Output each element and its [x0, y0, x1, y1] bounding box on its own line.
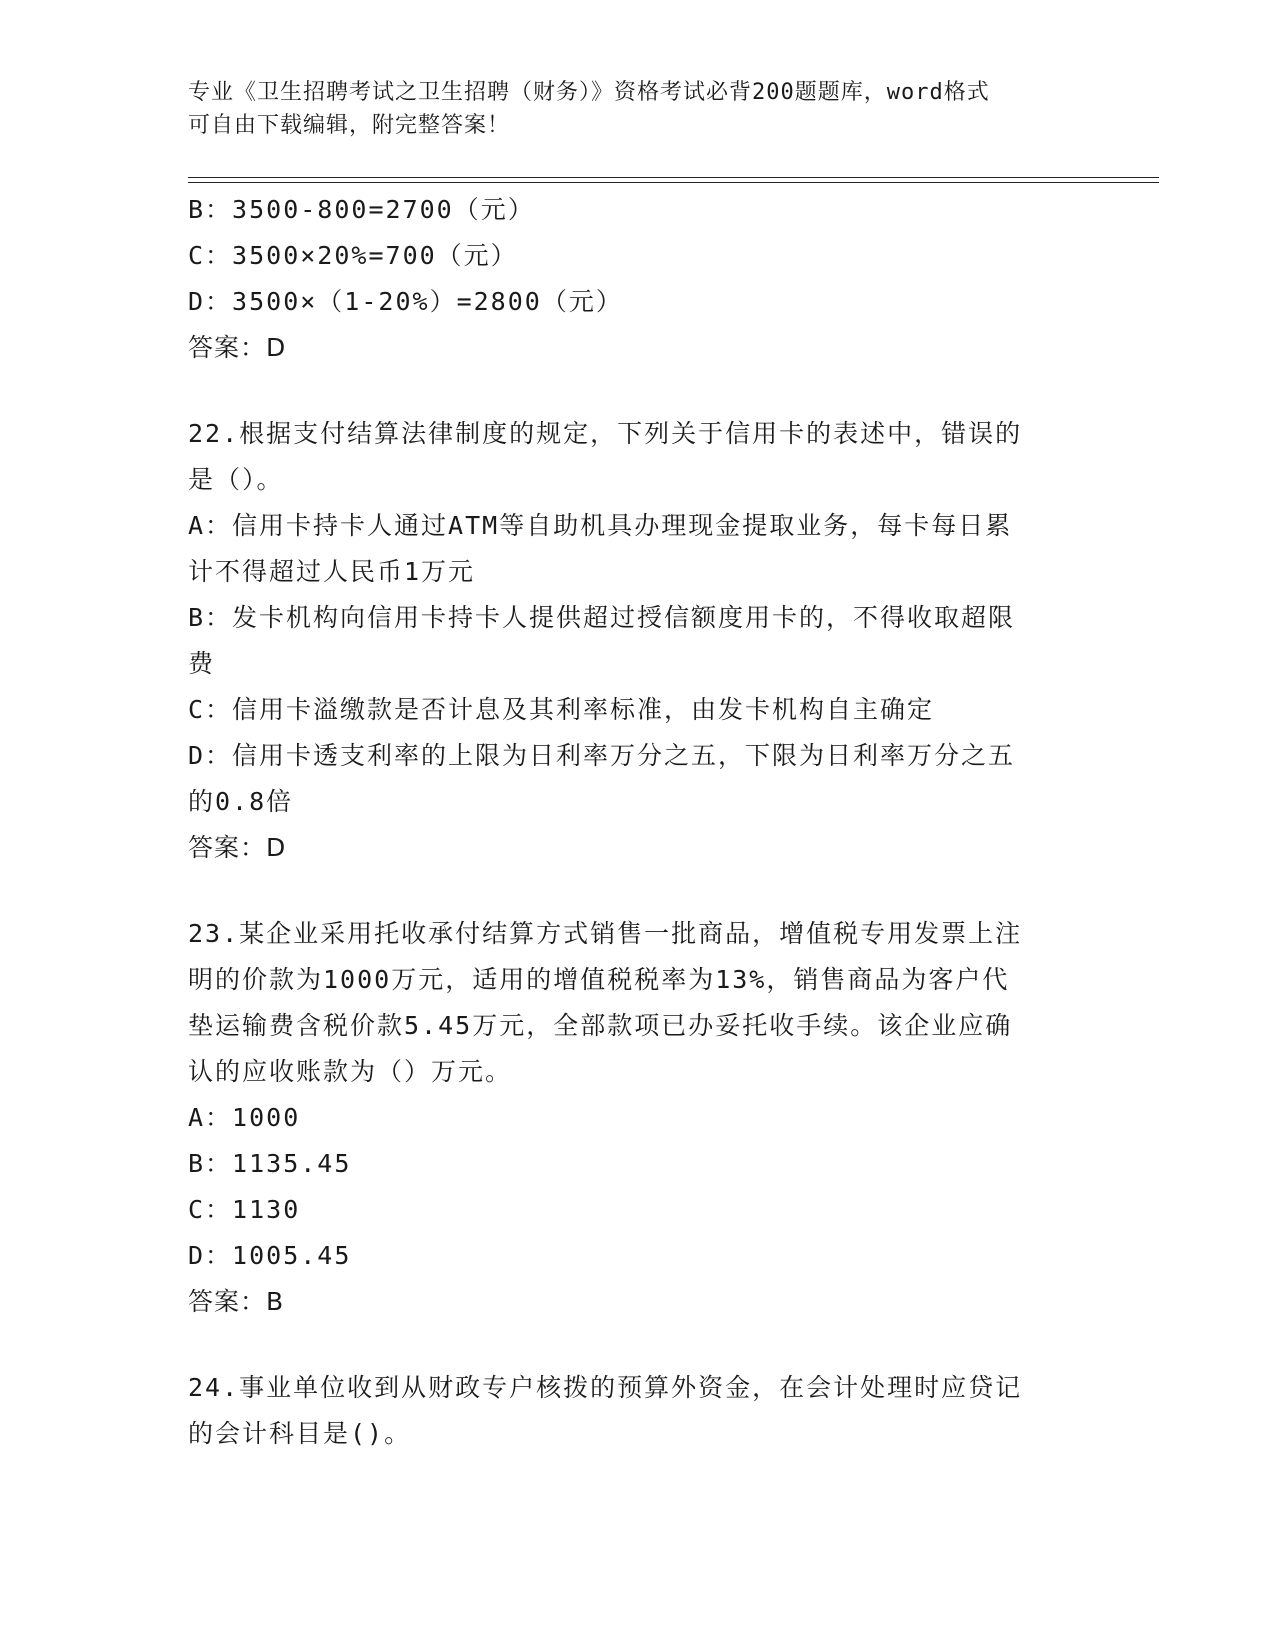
q23-option-a: A：1000 — [188, 1103, 301, 1132]
q21-answer: 答案：D — [188, 333, 287, 362]
q22-answer: 答案：D — [188, 833, 287, 862]
q23-option-b: B：1135.45 — [188, 1149, 352, 1178]
q23-option-d: D：1005.45 — [188, 1241, 352, 1270]
q21-option-c: C：3500×20%=700（元） — [188, 241, 518, 270]
q22-option-b: B：发卡机构向信用卡持卡人提供超过授信额度用卡的，不得收取超限 — [188, 603, 1016, 632]
question-spacer — [188, 871, 1088, 911]
header-divider — [188, 182, 1159, 183]
question-spacer — [188, 1325, 1088, 1365]
question-spacer — [188, 371, 1088, 411]
document-header — [188, 76, 1088, 142]
header-line: 专业《卫生招聘考试之卫生招聘（财务）》资格考试必背200题题库，word格式 — [188, 80, 990, 105]
q23-stem-line: 认的应收账款为（）万元。 — [188, 1057, 513, 1086]
q23-stem-line: 垫运输费含税价款5.45万元，全部款项已办妥托收手续。该企业应确 — [188, 1011, 1013, 1040]
q23-stem-line: 23.某企业采用托收承付结算方式销售一批商品，增值税专用发票上注 — [188, 919, 1023, 948]
q22-stem-line: 22.根据支付结算法律制度的规定，下列关于信用卡的表述中，错误的 — [188, 419, 1023, 448]
q22-option-d-cont: 的0.8倍 — [188, 787, 294, 816]
header-line: 可自由下载编辑，附完整答案！ — [188, 113, 511, 138]
q24-stem-line: 的会计科目是()。 — [188, 1419, 412, 1448]
q21-option-d: D：3500×（1-20%）=2800（元） — [188, 287, 623, 316]
q22-option-b-cont: 费 — [188, 649, 216, 678]
question-content — [188, 187, 1088, 1457]
q21-option-b: B：3500-800=2700（元） — [188, 195, 535, 224]
q22-option-c: C：信用卡溢缴款是否计息及其利率标准，由发卡机构自主确定 — [188, 695, 935, 724]
q22-option-d: D：信用卡透支利率的上限为日利率万分之五，下限为日利率万分之五 — [188, 741, 1016, 770]
q23-stem-line: 明的价款为1000万元，适用的增值税税率为13%，销售商品为客户代 — [188, 965, 1010, 994]
q22-option-a-cont: 计不得超过人民币1万元 — [188, 557, 476, 586]
q24-stem-line: 24.事业单位收到从财政专户核拨的预算外资金，在会计处理时应贷记 — [188, 1373, 1023, 1402]
q22-option-a: A：信用卡持卡人通过ATM等自助机具办理现金提取业务，每卡每日累 — [188, 511, 1013, 540]
q22-stem-line: 是（）。 — [188, 465, 284, 494]
q23-answer: 答案：B — [188, 1287, 285, 1316]
header-divider — [188, 177, 1159, 178]
q23-option-c: C：1130 — [188, 1195, 301, 1224]
